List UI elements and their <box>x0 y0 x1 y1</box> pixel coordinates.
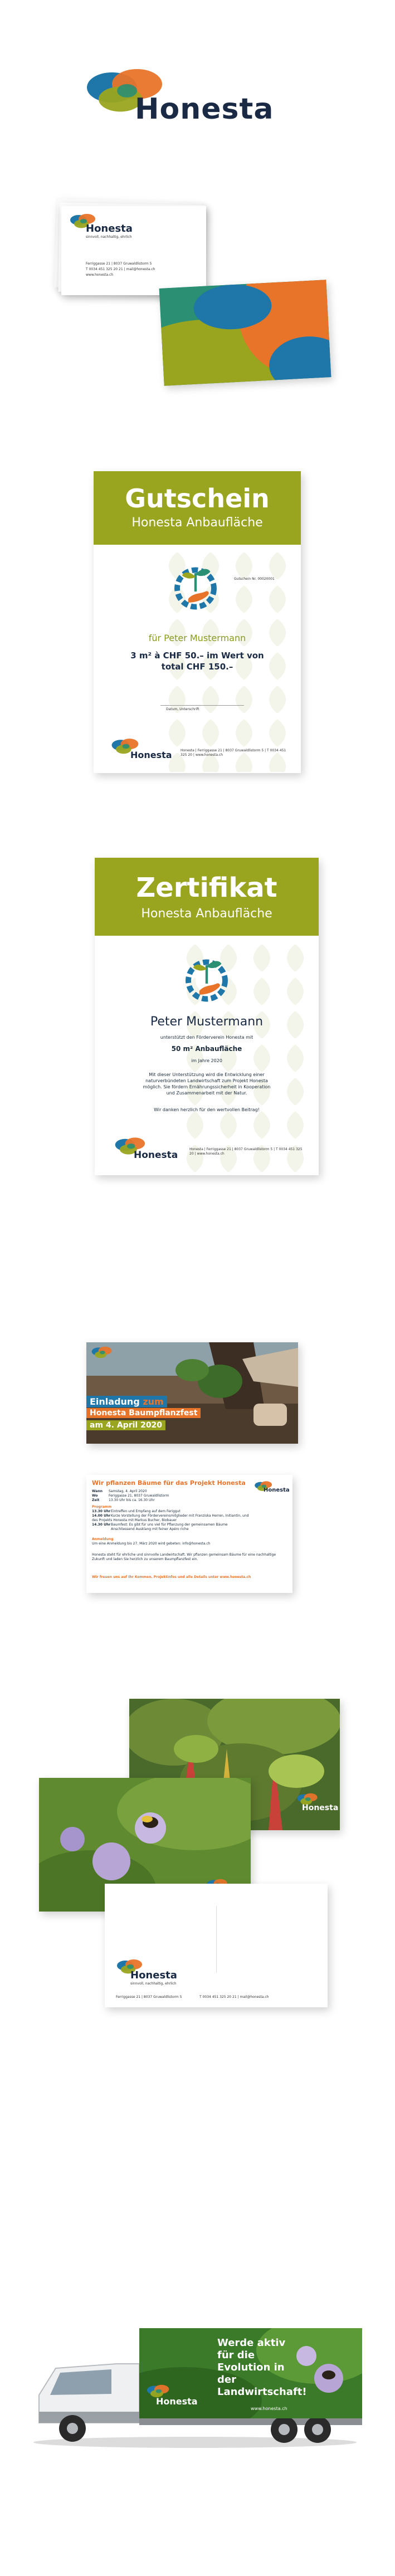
business-card-back <box>159 280 331 385</box>
flyer-note: Um eine Anmeldung bis 27. März 2020 wird gebeten: info@honesta.ch <box>92 1542 211 1546</box>
truck-web: www.honesta.ch <box>251 2406 287 2411</box>
voucher-amount-2: total CHF 150.– <box>161 662 233 672</box>
voucher-document <box>94 471 301 773</box>
certificate-subtitle: Honesta Anbaufläche <box>141 907 272 921</box>
certificate-body: Mit dieser Unterstützung wird die Entwicklung einer naturverbündeten Landwirtschaft zum Projekt Honesta möglich. Sie fördern Ernährungssicherheit in Kooperation und Zusammenarbeit mit der Natur. <box>143 1072 271 1096</box>
certificate-header <box>95 858 319 936</box>
invitation-line1 <box>86 1396 167 1407</box>
program-item: Anschliessend Ausklang mit feiner Apéro riche <box>111 1527 189 1531</box>
postcard-back-wordmark: Honesta <box>130 1969 177 1981</box>
voucher-number: Gutschein Nr. 00020001 <box>234 577 275 581</box>
flyer-row: Wo Feriggasse 21, 8037 Gruwaldlistorm <box>92 1494 169 1498</box>
certificate-document <box>95 858 319 1175</box>
card-tagline: sinnvoll, nachhaltig, ehrlich <box>86 235 132 239</box>
certificate-name: Peter Mustermann <box>150 1015 264 1029</box>
truck-cargo-box <box>139 2328 362 2418</box>
certificate-amount: 50 m² Anbaufläche <box>171 1045 242 1053</box>
flyer-heading: Wir pflanzen Bäume für das Projekt Honesta <box>92 1479 246 1487</box>
invitation-card <box>86 1342 298 1444</box>
truck-mockup <box>28 2328 368 2451</box>
flyer-logo-wordmark: Honesta <box>264 1487 290 1493</box>
postcard-logo-wordmark: Honesta <box>302 1803 339 1812</box>
certificate-thanks: Wir danken herzlich für den wertvollen Beitrag! <box>154 1107 260 1112</box>
card-web: www.honesta.ch <box>86 273 114 277</box>
voucher-title: Gutschein <box>125 483 270 514</box>
postcard-back <box>105 1884 328 2007</box>
invitation-line1a: Einladung <box>90 1396 143 1407</box>
truck-logo-wordmark: Honesta <box>156 2396 198 2407</box>
event-flyer <box>86 1475 292 1593</box>
postcards-section <box>39 1699 351 2011</box>
card-wordmark: Honesta <box>86 223 133 234</box>
flyer-row: Zeit 13.30 Uhr bis ca. 16.30 Uhr <box>92 1498 155 1502</box>
flyer-note-title: Anmeldung <box>92 1537 114 1541</box>
postcard-back-phone: T 0034 451 325 20 21 | mail@honesta.ch <box>199 1995 269 1999</box>
gear-plant-icon <box>165 555 226 616</box>
invitation-logo-mark <box>91 1346 113 1360</box>
flyer-event-details <box>92 1489 248 1503</box>
gear-plant-icon <box>176 947 237 1008</box>
invitation-line1b: zum <box>143 1396 164 1407</box>
voucher-subtitle: Honesta Anbaufläche <box>131 516 263 530</box>
voucher-logo-wordmark: Honesta <box>130 750 172 760</box>
certificate-footer: Honesta | Ferriggasse 21 | 8037 Gruwaldlistorm 5 | T 0034 451 325 20 | www.honesta.ch <box>189 1147 303 1156</box>
voucher-footer: Honesta | Ferriggasse 21 | 8037 Gruwaldlistorm 5 | T 0034 451 325 20 | www.honesta.ch <box>181 749 286 757</box>
invitation-line3: am 4. April 2020 <box>86 1420 165 1430</box>
flyer-program <box>92 1509 253 1532</box>
card-phone: T 0034 451 325 20 21 | mail@honesta.ch <box>86 267 155 271</box>
postcard-back-address: Ferriggasse 21 | 8037 Gruwaldlistorm 5 <box>116 1995 182 1999</box>
invitation-line2: Honesta Baumpflanzfest <box>86 1408 201 1418</box>
logo-wordmark: Honesta <box>135 92 274 126</box>
flyer-program-title: Programm <box>92 1505 112 1509</box>
voucher-date-label: Datum, Unterschrift <box>166 707 199 711</box>
truck-slogan: Werde aktiv für die Evolution in der Landwirtschaft! <box>217 2337 307 2398</box>
flyer-paragraph: Wir freuen uns auf Ihr Kommen. Projektinfos und alle Details unter www.honesta.ch <box>92 1575 251 1579</box>
certificate-title: Zertifikat <box>136 872 277 903</box>
flyer-paragraph: Honesta steht für ehrliche und sinnvolle Landwirtschaft. Wir pflanzen gemeinsam Bäume für eine nachhaltige Zukunft und laden Sie herzlich zu unserem Baumpflanzfest ein. <box>92 1553 276 1561</box>
business-cards-section <box>56 201 345 384</box>
logo-section <box>84 66 284 133</box>
voucher-recipient: für Peter Mustermann <box>148 633 246 643</box>
program-item: 14.30 UhrBaumfest: Es gibt für uns viel für Pflanzung der gemeinsamen Bäume <box>92 1523 228 1527</box>
certificate-logo-wordmark: Honesta <box>134 1150 178 1161</box>
voucher-amount-1: 3 m² à CHF 50.– im Wert von <box>130 651 264 661</box>
certificate-year: im Jahre 2020 <box>191 1058 222 1063</box>
program-item: 14.00 UhrKurze Vorstellung der Fördervereinsmitglieder mit Franziska Herren, Initiantin, und des Projekts Honesta mit Markus Bucher, Biobauer <box>92 1514 249 1522</box>
program-item: 13.30 UhrEintreffen und Empfang auf dem Feriggut <box>92 1509 181 1513</box>
card-address: Ferriggasse 21 | 8037 Gruwaldlistorm 5 <box>86 262 152 266</box>
postcard-back-tagline: sinnvoll, nachhaltig, ehrlich <box>130 1982 177 1986</box>
certificate-line1: unterstützt den Förderverein Honesta mit <box>160 1035 253 1040</box>
flyer-row: Wann Samstag, 4. April 2020 <box>92 1489 147 1493</box>
voucher-header <box>94 471 301 545</box>
business-card-front <box>61 206 206 295</box>
